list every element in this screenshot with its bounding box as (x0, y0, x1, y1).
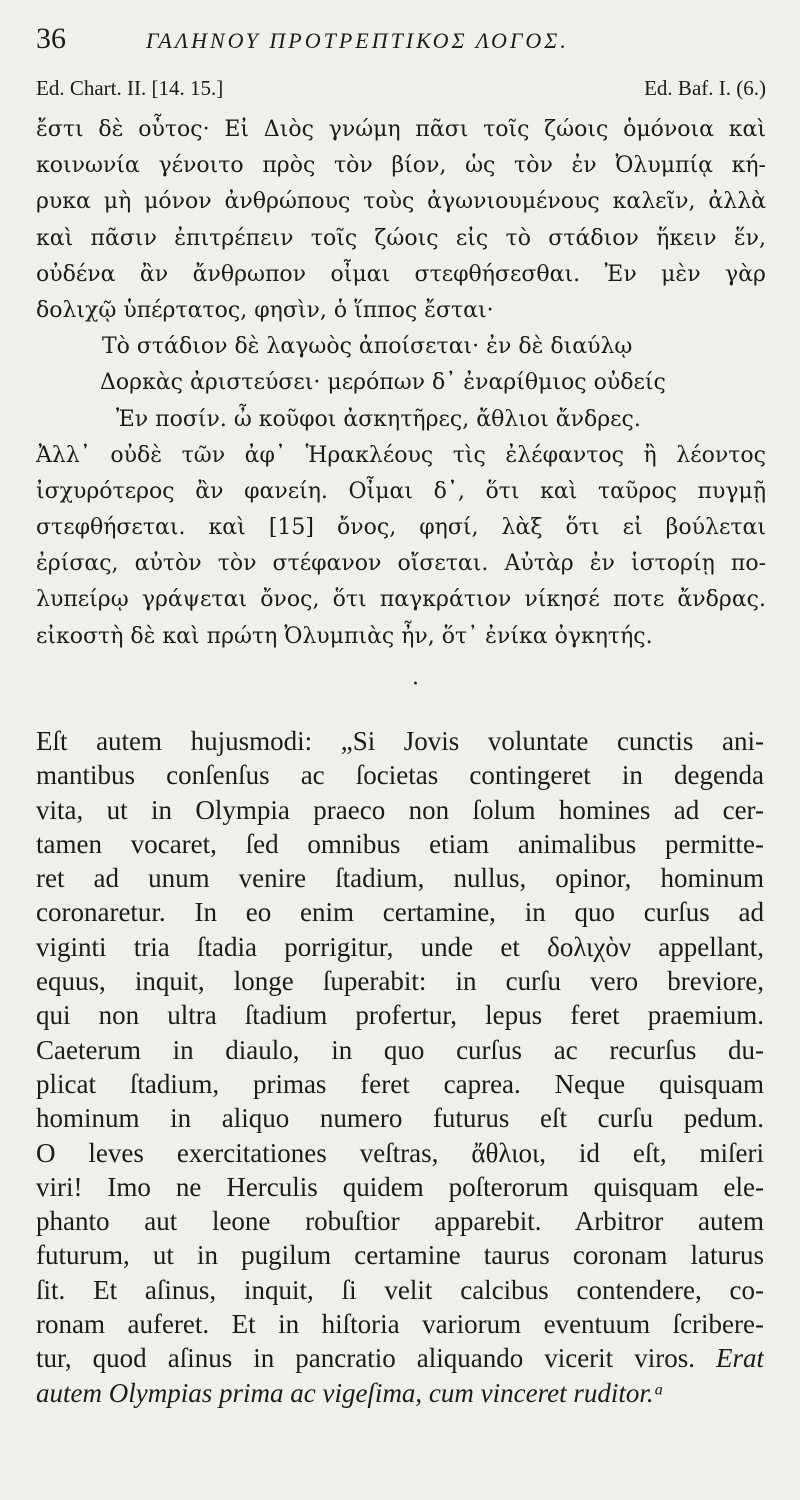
greek-verse-line: Τὸ στάδιον δὲ λαγωὸς ἀποίσεται· ἐν δὲ διαύλῳ (102, 334, 633, 360)
greek-line: Ἀλλ᾽ οὐδὲ τῶν ἀφ᾽ Ἡρακλέους τὶς ἐλέφαντος ἢ λέοντος (36, 442, 766, 468)
greek-line: λυπείρῳ γράψεται ὄνος, ὅτι παγκράτιον νίκησέ ποτε ἄνδρας. (36, 587, 766, 613)
latin-line: equus, inquit, longe ſuperabit: in curſu vero breviore, (36, 966, 764, 997)
edition-reference-basel: Ed. Baf. I. (6.) (644, 76, 766, 100)
latin-line: O leves exercitationes veſtras, ἄθλιοι, id eſt, miſeri (36, 1137, 764, 1168)
latin-line: viri! Imo ne Herculis quidem poſterorum quisquam ele- (36, 1171, 764, 1202)
latin-line: tamen vocaret, ſed omnibus etiam animalibus permitte- (36, 828, 764, 859)
greek-verse-line: Δορκὰς ἀριστεύσει· μερόπων δ᾽ ἐναρίθμιος οὐδείς (100, 370, 666, 396)
latin-line: autem Olympias prima ac vigeſima, cum vinceret ruditor.ᵃ (36, 1377, 665, 1408)
latin-line: ret ad unum venire ſtadium, nullus, opinor, hominum (36, 863, 764, 894)
separator-mark: · (412, 672, 419, 697)
latin-line: Caeterum in diaulo, in quo curſus ac recurſus du- (36, 1034, 764, 1065)
greek-verse-line: Ἐν ποσίν. ὦ κοῦφοι ἀσκητῆρες, ἄθλιοι ἄνδρες. (116, 406, 641, 432)
running-title: ΓΑΛΗΝΟΥ ΠΡΟΤΡΕΠΤΙΚΟΣ ΛΟΓΟΣ. (146, 28, 569, 53)
latin-line: phanto aut leone robuſtior apparebit. Arbitror autem (36, 1206, 764, 1237)
latin-line-text: tur, quod aſinus in pancratio aliquando vicerit viros. (36, 1343, 695, 1374)
greek-line: στεφθήσεται. καὶ [15] ὄνος, φησί, λὰξ ὅτι εἰ βούλεται (36, 515, 766, 541)
greek-line: δολιχῷ ὑπέρτατος, φησὶν, ὁ ἵππος ἔσται· (36, 297, 494, 323)
latin-line: vita, ut in Olympia praeco non ſolum homines ad cer- (36, 794, 764, 825)
latin-line: futurum, ut in pugilum certamine taurus coronam laturus (36, 1240, 764, 1271)
page-header (36, 22, 766, 70)
edition-reference-chartier: Ed. Chart. II. [14. 15.] (36, 76, 224, 100)
latin-line: ronam auferet. Et in hiſtoria variorum eventuum ſcribere- (36, 1309, 764, 1340)
edition-references (36, 76, 766, 106)
greek-text-block (36, 112, 766, 655)
greek-line: εἰκοστὴ δὲ καὶ πρώτη Ὀλυμπιὰς ἦν, ὅτ᾽ ἐνίκα ὀγκητής. (36, 623, 653, 649)
latin-line: mantibus conſenſus ac ſocietas contingeret in degenda (36, 760, 764, 791)
greek-line: οὐδένα ἂν ἄνθρωπον οἶμαι στεφθήσεσθαι. Ἐν μὲν γὰρ (36, 261, 766, 287)
page-number: 36 (36, 22, 66, 55)
latin-line: ſit. Et aſinus, inquit, ſi velit calcibus contendere, co- (36, 1274, 764, 1305)
latin-line: plicat ſtadium, primas feret caprea. Neque quisquam (36, 1068, 764, 1099)
latin-line: qui non ultra ſtadium profertur, lepus feret praemium. (36, 1000, 764, 1031)
greek-line: ἔστι δὲ οὗτος· Εἰ Διὸς γνώμη πᾶσι τοῖς ζώοις ὁμόνοια καὶ (36, 117, 766, 142)
latin-line: coronaretur. In eo enim certamine, in quo curſus ad (36, 897, 764, 928)
latin-line (36, 1341, 764, 1375)
latin-line: viginti tria ſtadia porrigitur, unde et δολιχὸν appellant, (36, 931, 764, 962)
greek-line: κοινωνία γένοιτο πρὸς τὸν βίον, ὡς τὸν ἐν Ὀλυμπίᾳ κή- (36, 153, 766, 179)
latin-translation-block (36, 724, 764, 1410)
greek-line: ἐρίσας, αὐτὸν τὸν στέφανον οἴσεται. Αὐτὰρ ἐν ἱστορίῃ πο- (36, 551, 766, 577)
latin-italic-word: Erat (715, 1343, 764, 1374)
greek-line: καὶ πᾶσιν ἐπιτρέπειν τοῖς ζώοις εἰς τὸ στάδιον ἥκειν ἕν, (36, 225, 766, 251)
latin-line: hominum in aliquo numero futurus eſt curſu pedum. (36, 1103, 764, 1134)
greek-line: ἰσχυρότερος ἂν φανείη. Οἶμαι δ᾽, ὅτι καὶ ταῦρος πυγμῇ (36, 478, 766, 504)
greek-line: ρυκα μὴ μόνον ἀνθρώπους τοὺς ἀγωνιουμένους καλεῖν, ἀλλὰ (36, 189, 766, 215)
latin-line: Eſt autem hujusmodi: „Si Jovis voluntate cunctis ani- (36, 726, 764, 756)
